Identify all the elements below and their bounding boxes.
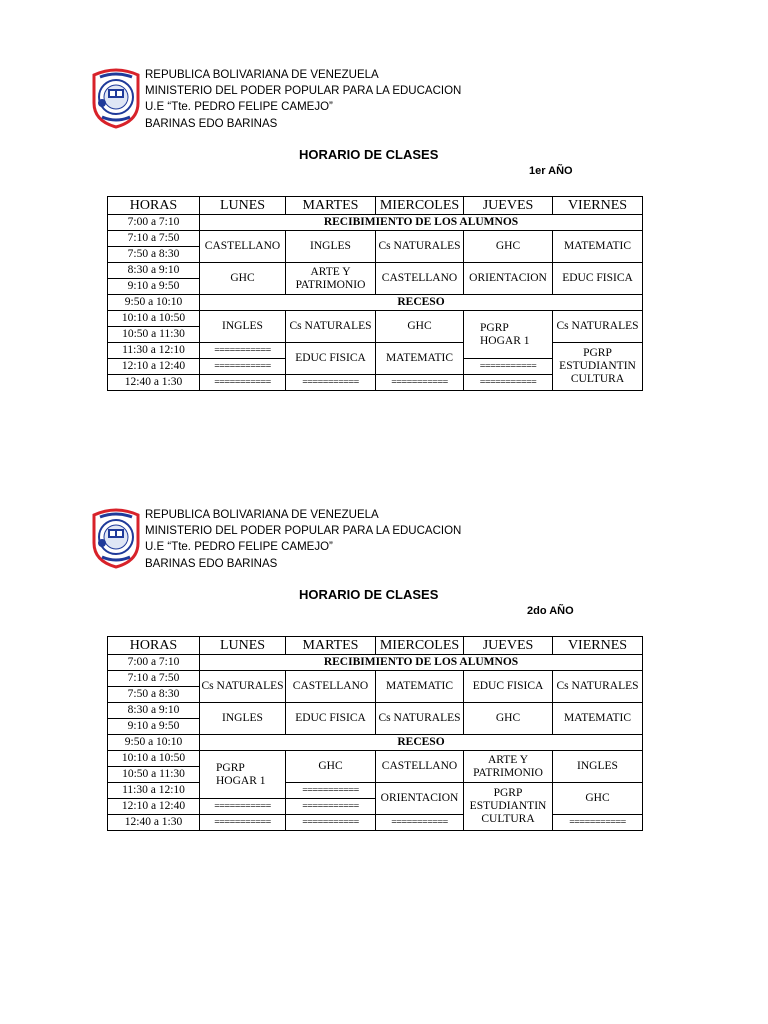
class-cell: GHC [464,231,553,263]
class-cell: Cs NATURALES [553,311,643,343]
class-cell: GHC [464,703,553,735]
empty-slot-cell: =========== [200,375,286,391]
column-header-martes: MARTES [286,637,376,655]
time-cell: 7:10 a 7:50 [108,231,200,247]
class-cell: MATEMATIC [553,703,643,735]
table-row [108,263,643,279]
column-header-lunes: LUNES [200,197,286,215]
schedule-table [107,196,643,391]
class-cell: Cs NATURALES [376,703,464,735]
empty-slot-cell: =========== [200,359,286,375]
class-cell: CASTELLANO [376,751,464,783]
table-row [108,735,643,751]
table-header-row [108,637,643,655]
table-row [108,655,643,671]
table-row [108,215,643,231]
class-cell: MATEMATIC [376,343,464,375]
time-cell: 7:10 a 7:50 [108,671,200,687]
class-cell: Cs NATURALES [376,231,464,263]
time-cell: 11:30 a 12:10 [108,783,200,799]
class-cell: Cs NATURALES [200,671,286,703]
schedule-title: HORARIO DE CLASES [299,587,439,602]
table-row [108,815,643,831]
letterhead-school: U.E “Tte. PEDRO FELIPE CAMEJO” [145,101,333,114]
table-row [108,311,643,327]
column-header-miercoles: MIERCOLES [376,197,464,215]
time-cell: 12:40 a 1:30 [108,375,200,391]
empty-slot-cell: =========== [464,359,553,375]
table-row [108,751,643,767]
table-row [108,703,643,719]
class-cell: PGRP HOGAR 1 [200,751,286,799]
column-header-horas: HORAS [108,637,200,655]
class-cell: PGRP HOGAR 1 [464,311,553,359]
class-cell: ORIENTACION [376,783,464,815]
class-cell: GHC [376,311,464,343]
table-row [108,231,643,247]
class-cell: GHC [200,263,286,295]
column-header-horas: HORAS [108,197,200,215]
class-cell: GHC [286,751,376,783]
table-row [108,343,643,359]
column-header-jueves: JUEVES [464,637,553,655]
class-cell: PGRP ESTUDIANTIN CULTURA [464,783,553,831]
class-cell: GHC [553,783,643,815]
letterhead-location: BARINAS EDO BARINAS [145,117,278,130]
empty-slot-cell: =========== [553,815,643,831]
class-cell: ARTE Y PATRIMONIO [464,751,553,783]
school-crest-icon [90,67,142,129]
class-cell: MATEMATIC [376,671,464,703]
letterhead [145,67,461,132]
class-cell: EDUC FISICA [553,263,643,295]
time-cell: 12:40 a 1:30 [108,815,200,831]
empty-slot-cell: =========== [200,799,286,815]
class-cell: ORIENTACION [464,263,553,295]
letterhead-ministry: MINISTERIO DEL PODER POPULAR PARA LA EDUCACION [145,85,462,98]
column-header-lunes: LUNES [200,637,286,655]
time-cell: 10:10 a 10:50 [108,311,200,327]
column-header-martes: MARTES [286,197,376,215]
time-cell: 9:50 a 10:10 [108,735,200,751]
class-cell: CASTELLANO [200,231,286,263]
time-cell: 7:50 a 8:30 [108,247,200,263]
empty-slot-cell: =========== [376,815,464,831]
time-cell: 10:50 a 11:30 [108,767,200,783]
break-banner: RECESO [200,735,643,751]
time-cell: 11:30 a 12:10 [108,343,200,359]
column-header-viernes: VIERNES [553,197,643,215]
empty-slot-cell: =========== [200,815,286,831]
column-header-jueves: JUEVES [464,197,553,215]
schedule-year: 2do AÑO [527,605,574,617]
empty-slot-cell: =========== [376,375,464,391]
class-cell: INGLES [286,231,376,263]
time-cell: 9:10 a 9:50 [108,279,200,295]
class-cell: CASTELLANO [376,263,464,295]
class-cell: INGLES [200,703,286,735]
time-cell: 7:00 a 7:10 [108,215,200,231]
class-cell: Cs NATURALES [553,671,643,703]
class-cell: EDUC FISICA [286,343,376,375]
time-cell: 8:30 a 9:10 [108,263,200,279]
class-cell: INGLES [553,751,643,783]
column-header-viernes: VIERNES [553,637,643,655]
empty-slot-cell: =========== [286,799,376,815]
class-cell: CASTELLANO [286,671,376,703]
time-cell: 7:50 a 8:30 [108,687,200,703]
time-cell: 9:50 a 10:10 [108,295,200,311]
table-row [108,671,643,687]
arrival-banner: RECIBIMIENTO DE LOS ALUMNOS [200,215,643,231]
letterhead-ministry: MINISTERIO DEL PODER POPULAR PARA LA EDUCACION [145,525,462,538]
schedule-table [107,636,643,831]
class-cell: INGLES [200,311,286,343]
break-banner: RECESO [200,295,643,311]
arrival-banner: RECIBIMIENTO DE LOS ALUMNOS [200,655,643,671]
letterhead-republic: REPUBLICA BOLIVARIANA DE VENEZUELA [145,509,379,521]
empty-slot-cell: =========== [286,783,376,799]
empty-slot-cell: =========== [286,815,376,831]
school-crest-icon [90,507,142,569]
class-cell: EDUC FISICA [286,703,376,735]
time-cell: 7:00 a 7:10 [108,655,200,671]
schedule-year: 1er AÑO [529,165,573,177]
class-cell: MATEMATIC [553,231,643,263]
letterhead [145,507,461,572]
schedule-title: HORARIO DE CLASES [299,147,439,162]
empty-slot-cell: =========== [286,375,376,391]
time-cell: 9:10 a 9:50 [108,719,200,735]
letterhead-republic: REPUBLICA BOLIVARIANA DE VENEZUELA [145,69,379,81]
empty-slot-cell: =========== [200,343,286,359]
class-cell: ARTE Y PATRIMONIO [286,263,376,295]
empty-slot-cell: =========== [464,375,553,391]
class-cell: PGRP ESTUDIANTIN CULTURA [553,343,643,391]
column-header-miercoles: MIERCOLES [376,637,464,655]
time-cell: 10:10 a 10:50 [108,751,200,767]
table-header-row [108,197,643,215]
class-cell: Cs NATURALES [286,311,376,343]
table-row [108,295,643,311]
letterhead-location: BARINAS EDO BARINAS [145,557,278,570]
time-cell: 12:10 a 12:40 [108,359,200,375]
time-cell: 10:50 a 11:30 [108,327,200,343]
table-row [108,783,643,799]
time-cell: 12:10 a 12:40 [108,799,200,815]
time-cell: 8:30 a 9:10 [108,703,200,719]
class-cell: EDUC FISICA [464,671,553,703]
letterhead-school: U.E “Tte. PEDRO FELIPE CAMEJO” [145,541,333,554]
